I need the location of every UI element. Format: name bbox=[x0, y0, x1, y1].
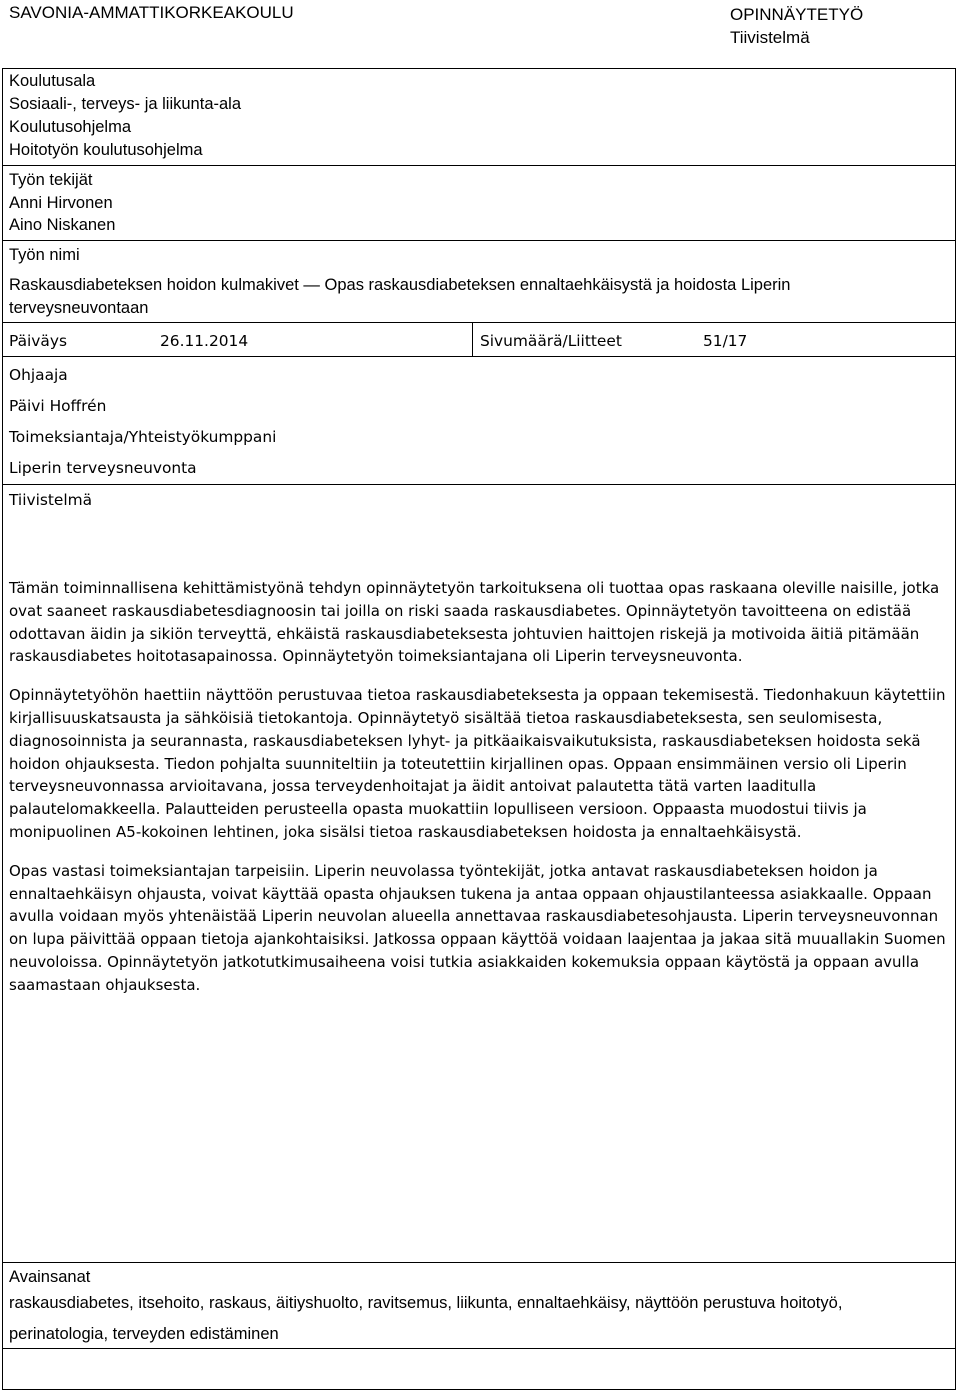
title-label: Työn nimi bbox=[9, 246, 80, 264]
pages-value: 51/17 bbox=[703, 332, 748, 350]
pages-label: Sivumäärä/Liitteet bbox=[480, 332, 622, 350]
field-value: Sosiaali-, terveys- ja liikunta-ala bbox=[9, 95, 242, 113]
partner-label: Toimeksiantaja/Yhteistyökumppani bbox=[9, 428, 277, 446]
keywords-line: perinatologia, terveyden edistäminen bbox=[9, 1325, 279, 1343]
divider bbox=[2, 165, 956, 166]
document-type: OPINNÄYTETYÖ bbox=[730, 5, 864, 24]
authors-label: Työn tekijät bbox=[9, 171, 93, 189]
divider bbox=[2, 240, 956, 241]
school-name: SAVONIA-AMMATTIKORKEAKOULU bbox=[9, 3, 294, 22]
programme-label: Koulutusohjelma bbox=[9, 118, 131, 136]
supervisor-label: Ohjaaja bbox=[9, 366, 68, 384]
keywords-label: Avainsanat bbox=[9, 1268, 91, 1286]
abstract-body bbox=[9, 577, 949, 1013]
document-subtype: Tiivistelmä bbox=[730, 28, 810, 47]
divider bbox=[2, 356, 956, 357]
divider bbox=[2, 1348, 956, 1349]
author-name: Anni Hirvonen bbox=[9, 194, 113, 212]
divider bbox=[2, 1262, 956, 1263]
field-label: Koulutusala bbox=[9, 72, 96, 90]
thesis-title-line: terveysneuvontaan bbox=[9, 299, 149, 317]
abstract-paragraph: Tämän toiminnallisena kehittämistyönä tehdyn opinnäytetyön tarkoituksena oli tuottaa opas raskaana oleville naisille, jotka ovat saaneet raskausdiabetesdiagnoosin tai joilla on riski saada raskausdiabetes. Opinnäytetyön tavoitteena on edistää odottavan äidin ja sikiön terveyttä, ehkäistä raskausdiabeteksesta johtuvien haittojen riskejä ja motivoida äitiä pitämään raskausdiabetes hoitotasapainossa. Opinnäytetyön toimeksiantajana oli Liperin terveysneuvonta. bbox=[9, 579, 940, 666]
supervisor-value: Päivi Hoffrén bbox=[9, 397, 107, 415]
abstract-paragraph: Opinnäytetyöhön haettiin näyttöön perustuvaa tietoa raskausdiabeteksesta ja oppaan tekemisestä. Tiedonhakuun käytettiin kirjallisuuskatsausta ja sähköisiä tietokantoja. Opinnäytetyö sisältää tietoa raskausdiabeteksesta, sen seulomisesta, diagnosoinnista ja seurannasta, raskausdiabeteksen lyhyt- ja pitkäaikaisvaikutuksista, raskausdiabeteksen hoidosta sekä hoidon ohjauksesta. Tiedon pohjalta suunniteltiin ja toteutettiin kirjallinen opas. Oppaan ensimmäinen versio oli Liperin terveysneuvonnassa arvioitavana, jossa terveydenhoitajat ja äidit antoivat palautetta tätä varten laaditulla palautelomakkeella. Palautteiden perusteella opasta muokattiin lopulliseen versioon. Oppaasta muodostui tiivis ja monipuolinen A5-kokoinen lehtinen, joka sisälsi tietoa raskausdiabeteksen hoidosta ja ennaltaehkäisystä. bbox=[9, 686, 946, 841]
divider bbox=[2, 322, 956, 323]
document-type-block bbox=[730, 3, 863, 49]
author-name: Aino Niskanen bbox=[9, 216, 116, 234]
date-label: Päiväys bbox=[9, 332, 67, 350]
partner-value: Liperin terveysneuvonta bbox=[9, 459, 197, 477]
abstract-label: Tiivistelmä bbox=[9, 491, 93, 509]
thesis-title-line: Raskausdiabeteksen hoidon kulmakivet — Opas raskausdiabeteksen ennaltaehkäisystä ja hoidosta Liperin bbox=[9, 276, 791, 294]
programme-value: Hoitotyön koulutusohjelma bbox=[9, 141, 203, 159]
date-value: 26.11.2014 bbox=[160, 332, 249, 350]
abstract-paragraph: Opas vastasi toimeksiantajan tarpeisiin. Liperin neuvolassa työntekijät, jotka antavat raskausdiabeteksen hoidon ja ennaltaehkäisyn ohjausta, voivat käyttää opasta ohjauksen tukena ja antaa oppaan ohjaustilanteessa asiakkaalle. Oppaan avulla voidaan myös yhtenäistää Liperin neuvolan alueella annettavaa raskausdiabetesohjausta. Liperin terveysneuvonnan on lupa päivittää oppaan tietoja ajankohtaisiksi. Jatkossa oppaan käyttöä voidaan laajentaa ja jakaa sitä muuallakin Suomen neuvoloissa. Opinnäytetyön jatkotutkimusaiheena voisi tutkia asiakkaiden kokemuksia oppaan käytöstä ja oppaan avulla saamastaan ohjauksesta. bbox=[9, 861, 946, 994]
column-divider bbox=[472, 322, 473, 357]
divider bbox=[2, 484, 956, 485]
keywords-line: raskausdiabetes, itsehoito, raskaus, äitiyshuolto, ravitsemus, liikunta, ennaltaehkäisy, näyttöön perustuva hoitotyö, bbox=[9, 1294, 843, 1312]
